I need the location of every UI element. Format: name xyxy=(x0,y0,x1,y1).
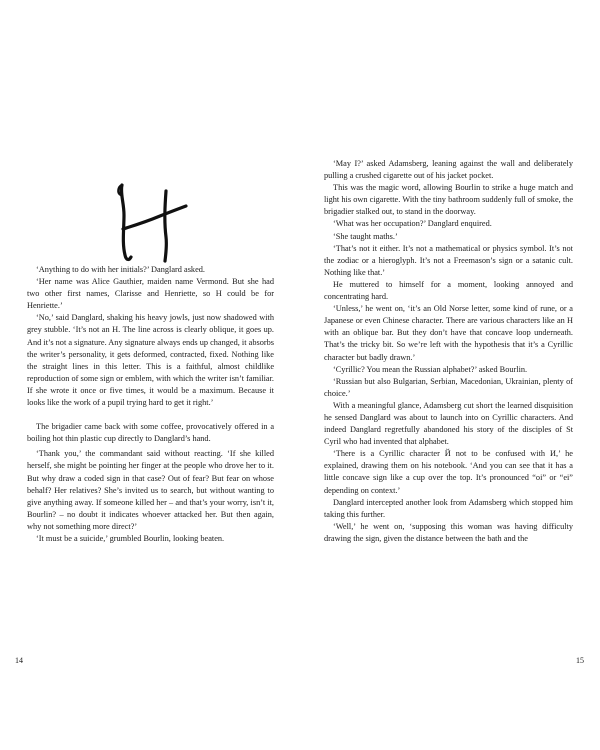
paragraph: ‘No,’ said Danglard, shaking his heavy jowls, just now shadowed with grey stubble. ‘It’s not an H. The line across is clearly oblique, it goes up. And it’s not a signature. Any signature always ends up changed, it absorbs the writer’s personality, it gets deformed, contracted, fixed. Nothing like the straight lines in this letter. This is a faithful, almost childlike reproduction of some sign or emblem, with which the writer isn’t familiar. If she wrote it once or five times, it would be a maximum. Because it looks like the work of a pupil trying hard to get it right.’ xyxy=(27,313,274,408)
paragraph: ‘Well,’ he went on, ‘supposing this woman was having difficulty drawing the sign, given the distance between the bath and the xyxy=(324,521,573,543)
paragraph: ‘Unless,’ he went on, ‘it’s an Old Norse letter, some kind of rune, or a Japanese or even Chinese character. There are various characters like an H with an oblique bar. But they don’t have that concave loop underneath. That’s the tricky bit. So we’re left with the hypothesis that it’s a Cyrillic character but badly drawn.’ xyxy=(324,304,573,362)
paragraph: ‘May I?’ asked Adamsberg, leaning against the wall and deliberately pulling a crushed cigarette out of his jacket pocket. xyxy=(324,159,573,181)
page-number: 15 xyxy=(576,656,584,665)
paragraph: ‘Anything to do with her initials?’ Danglard asked. xyxy=(36,265,205,274)
paragraph: ‘Russian but also Bulgarian, Serbian, Macedonian, Ukrainian, plenty of choice.’ xyxy=(324,376,573,398)
paragraph: The brigadier came back with some coffee, provocatively offered in a boiling hot thin plastic cup directly to Danglard’s hand. xyxy=(27,422,274,444)
paragraph: ‘She taught maths.’ xyxy=(333,231,398,241)
paragraph: ‘Thank you,’ the commandant said without reacting. ‘If she killed herself, she might be pointing her finger at the people who drove her to it. But why draw a coded sign in that case? Out of fear? But fear on whose behalf? Her relatives? She’s invited us to search, but without wanting to give anything away. If someone killed her – and that’s your worry, isn’t it, Bourlin? – no doubt it indicates whoever attacked her. But then again, why not something more direct?’ xyxy=(27,449,274,531)
paragraph: With a meaningful glance, Adamsberg cut short the learned disquisition he sensed Danglard was about to launch into on Cyrillic characters. And indeed Danglard regretfully abandoned his story of the disciples of St Cyril who had invented that alphabet. xyxy=(324,400,573,447)
paragraph: ‘What was her occupation?’ Danglard enquired. xyxy=(333,219,492,229)
paragraph: ‘That’s not it either. It’s not a mathematical or physics symbol. It’s not the zodiac or a hieroglyph. It’s not a Freemason’s sign or a satanic cult. Nothing like that.’ xyxy=(324,243,573,277)
paragraph: ‘Her name was Alice Gauthier, maiden name Vermond. But she had two other first names, Clarisse and Henriette, so H could be for Henriette.’ xyxy=(27,277,274,311)
right-page-text xyxy=(324,158,573,545)
right-page xyxy=(300,0,600,750)
handwritten-glyph-icon xyxy=(108,181,190,269)
left-page-text xyxy=(27,264,274,545)
paragraph: He muttered to himself for a moment, looking annoyed and concentrating hard. xyxy=(324,279,573,302)
paragraph: This was the magic word, allowing Bourlin to strike a huge match and light his own cigarette. With the tiny bathroom suddenly full of smoke, the brigadier stalked out, to stand in the doorway. xyxy=(324,183,573,217)
paragraph: ‘Cyrillic? You mean the Russian alphabet?’ asked Bourlin. xyxy=(333,364,528,374)
paragraph: Danglard intercepted another look from Adamsberg which stopped him taking this further. xyxy=(324,497,573,519)
paragraph: ‘There is a Cyrillic character Й not to be confused with И,’ he explained, drawing them on his notebook. ‘And you can see that it has a little concave sign like a cup over the top. It’s pronounced “oi” or “ei” depending on context.’ xyxy=(324,449,573,495)
paragraph: ‘It must be a suicide,’ grumbled Bourlin, looking beaten. xyxy=(36,533,225,543)
page-number: 14 xyxy=(15,656,23,665)
